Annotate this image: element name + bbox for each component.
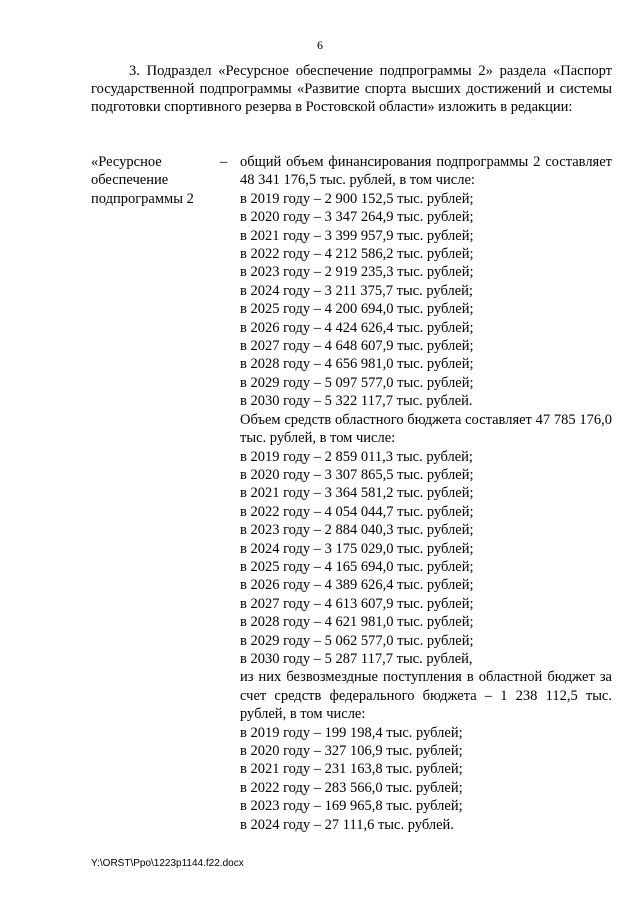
year-amount-line: в 2019 году – 2 859 011,3 тыс. рублей; [240, 448, 473, 465]
year-amount-line: в 2023 году – 2 884 040,3 тыс. рублей; [240, 522, 474, 539]
year-amount-line: в 2022 году – 283 566,0 тыс. рублей; [240, 779, 463, 796]
file-path-footer: Y:\ORST\Ppo\1223p1144.f22.docx [91, 858, 244, 869]
year-amount-line: в 2028 году – 4 656 981,0 тыс. рублей; [240, 356, 474, 373]
year-amount-line: в 2021 году – 231 163,8 тыс. рублей; [240, 761, 463, 778]
federal-budget-paragraph: из них безвозмездные поступления в областной бюджет за счет средств федерального бюджета – 1 238 112,5 тыс. рублей, в том числе: [240, 669, 612, 723]
year-amount-line: в 2028 году – 4 621 981,0 тыс. рублей; [240, 614, 474, 631]
intro-paragraph: 3. Подраздел «Ресурсное обеспечение подпрограммы 2» раздела «Паспорт государственной подпрограммы «Развитие спорта высших достижений и системы подготовки спортивного резерва в Ростовской области» изложить в редакции: [91, 63, 612, 115]
total-by-year-list [240, 190, 612, 411]
page-number: 6 [317, 38, 323, 52]
year-amount-line: в 2024 году – 27 111,6 тыс. рублей. [240, 816, 454, 833]
year-amount-line: в 2019 году – 2 900 152,5 тыс. рублей; [240, 190, 474, 207]
year-amount-line: в 2025 году – 4 200 694,0 тыс. рублей; [240, 301, 474, 318]
resource-content [240, 153, 612, 834]
year-amount-line: в 2023 году – 169 965,8 тыс. рублей; [240, 798, 463, 815]
year-amount-line: в 2027 году – 4 648 607,9 тыс. рублей; [240, 338, 474, 355]
year-amount-line: в 2030 году – 5 322 117,7 тыс. рублей. [240, 393, 473, 410]
year-amount-line: в 2020 году – 3 347 264,9 тыс. рублей; [240, 209, 474, 226]
year-amount-line: в 2024 году – 3 175 029,0 тыс. рублей; [240, 540, 474, 557]
year-amount-line: в 2027 году – 4 613 607,9 тыс. рублей; [240, 595, 474, 612]
year-amount-line: в 2026 году – 4 424 626,4 тыс. рублей; [240, 319, 474, 336]
federal-by-year-list [240, 724, 612, 834]
year-amount-line: в 2020 году – 3 307 865,5 тыс. рублей; [240, 466, 474, 483]
regional-budget-paragraph: Объем средств областного бюджета составляет 47 785 176,0 тыс. рублей, в том числе: [240, 411, 612, 447]
year-amount-line: в 2023 году – 2 919 235,3 тыс. рублей; [240, 264, 474, 281]
year-amount-line: в 2021 году – 3 399 957,9 тыс. рублей; [240, 227, 474, 244]
year-amount-line: в 2021 году – 3 364 581,2 тыс. рублей; [240, 485, 474, 502]
label-dash: – [220, 154, 228, 170]
year-amount-line: в 2019 году – 199 198,4 тыс. рублей; [240, 724, 463, 741]
year-amount-line: в 2020 году – 327 106,9 тыс. рублей; [240, 743, 463, 759]
year-amount-line: в 2025 году – 4 165 694,0 тыс. рублей; [240, 558, 474, 575]
year-amount-line: в 2024 году – 3 211 375,7 тыс. рублей; [240, 282, 473, 299]
year-amount-line: в 2029 году – 5 062 577,0 тыс. рублей; [240, 632, 474, 649]
year-amount-line: в 2022 году – 4 054 044,7 тыс. рублей; [240, 503, 474, 520]
year-amount-line: в 2022 году – 4 212 586,2 тыс. рублей; [240, 246, 474, 263]
regional-by-year-list [240, 448, 612, 669]
total-financing-paragraph: общий объем финансирования подпрограммы 2 составляет 48 341 176,5 тыс. рублей, в том числе: [240, 154, 612, 189]
year-amount-line: в 2026 году – 4 389 626,4 тыс. рублей; [240, 577, 474, 594]
year-amount-line: в 2030 году – 5 287 117,7 тыс. рублей, [240, 650, 473, 667]
year-amount-line: в 2029 году – 5 097 577,0 тыс. рублей; [240, 374, 474, 391]
resource-label: «Ресурсное обеспечение подпрограммы 2 [91, 154, 194, 207]
